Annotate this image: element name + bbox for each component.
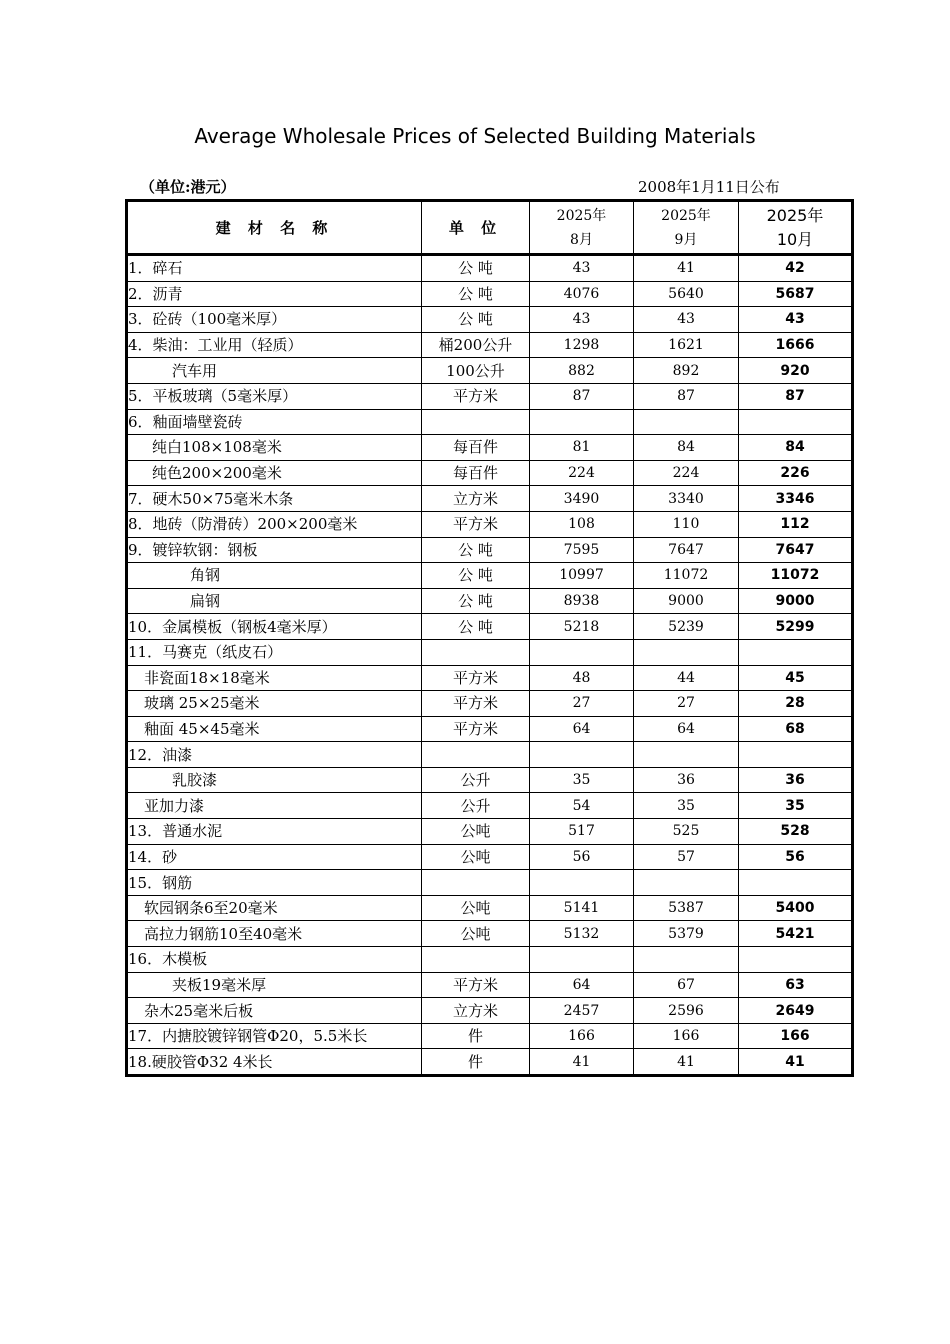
material-name-cell: 纯白108×108毫米 [127,435,422,461]
material-name-cell: 4．柴油：工业用（轻质） [127,332,422,358]
material-name-cell: 7．硬木50×75毫米木条 [127,486,422,512]
oct-price-cell: 112 [739,511,853,537]
oct-price-cell: 41 [739,1049,853,1076]
oct-price-cell: 45 [739,665,853,691]
aug-price-cell [530,870,634,896]
material-name-cell: 11．马赛克（纸皮石） [127,639,422,665]
header-sep [634,201,739,255]
oct-price-cell: 5421 [739,921,853,947]
aug-price-cell: 56 [530,844,634,870]
unit-cell: 公吨 [422,844,530,870]
table-row [127,870,853,896]
sep-price-cell: 892 [634,358,739,384]
sep-price-cell: 87 [634,383,739,409]
aug-price-cell: 7595 [530,537,634,563]
unit-cell: 公 吨 [422,307,530,333]
oct-price-cell: 920 [739,358,853,384]
table-row [127,1049,853,1076]
aug-price-cell: 882 [530,358,634,384]
table-body [127,255,853,1076]
sep-price-cell: 35 [634,793,739,819]
header-oct [739,201,853,255]
unit-cell: 公 吨 [422,281,530,307]
aug-price-cell [530,409,634,435]
material-name-cell: 12．油漆 [127,742,422,768]
aug-price-cell: 5141 [530,895,634,921]
material-name-cell: 夹板19毫米厚 [127,972,422,998]
sep-price-cell: 1621 [634,332,739,358]
unit-cell: 平方米 [422,665,530,691]
oct-price-cell: 87 [739,383,853,409]
unit-cell: 平方米 [422,511,530,537]
oct-price-cell [739,947,853,973]
unit-cell: 每百件 [422,435,530,461]
oct-price-cell: 28 [739,691,853,717]
header-aug-year: 2025年 [556,207,607,224]
table-row [127,998,853,1024]
material-name-cell: 釉面 45×45毫米 [127,716,422,742]
aug-price-cell: 2457 [530,998,634,1024]
header-name: 建 材 名 称 [127,201,422,255]
oct-price-cell: 11072 [739,563,853,589]
unit-cell: 公 吨 [422,537,530,563]
oct-price-cell: 9000 [739,588,853,614]
oct-price-cell: 63 [739,972,853,998]
table-row [127,767,853,793]
oct-price-cell [739,742,853,768]
table-row [127,1023,853,1049]
header-oct-month: 10月 [776,229,814,249]
material-name-cell: 16．木模板 [127,947,422,973]
table-row [127,358,853,384]
aug-price-cell: 5132 [530,921,634,947]
table-row [127,409,853,435]
sep-price-cell: 166 [634,1023,739,1049]
sep-price-cell: 36 [634,767,739,793]
sep-price-cell: 224 [634,460,739,486]
oct-price-cell [739,409,853,435]
table-row [127,383,853,409]
table-row [127,435,853,461]
aug-price-cell: 81 [530,435,634,461]
table-row [127,255,853,282]
material-name-cell: 纯色200×200毫米 [127,460,422,486]
aug-price-cell: 3490 [530,486,634,512]
material-name-cell: 亚加力漆 [127,793,422,819]
sep-price-cell: 67 [634,972,739,998]
table-row [127,588,853,614]
aug-price-cell: 41 [530,1049,634,1076]
material-name-cell: 3．砼砖（100毫米厚） [127,307,422,333]
publish-date: 2008年1月11日公布 [638,178,780,196]
table-row [127,819,853,845]
sep-price-cell [634,409,739,435]
aug-price-cell: 64 [530,716,634,742]
material-name-cell: 6．釉面墙壁瓷砖 [127,409,422,435]
oct-price-cell: 43 [739,307,853,333]
table-row [127,460,853,486]
unit-cell: 公 吨 [422,614,530,640]
aug-price-cell: 8938 [530,588,634,614]
oct-price-cell: 5687 [739,281,853,307]
unit-cell: 公 吨 [422,563,530,589]
table-row [127,511,853,537]
material-name-cell: 乳胶漆 [127,767,422,793]
oct-price-cell [739,870,853,896]
unit-cell [422,639,530,665]
material-name-cell: 2．沥青 [127,281,422,307]
material-name-cell: 杂木25毫米后板 [127,998,422,1024]
aug-price-cell: 10997 [530,563,634,589]
aug-price-cell: 108 [530,511,634,537]
material-name-cell: 汽车用 [127,358,422,384]
table-row [127,895,853,921]
unit-cell: 公吨 [422,921,530,947]
sep-price-cell: 525 [634,819,739,845]
unit-cell: 公 吨 [422,255,530,282]
table-row [127,486,853,512]
material-name-cell: 扁钢 [127,588,422,614]
oct-price-cell: 36 [739,767,853,793]
unit-cell: 100公升 [422,358,530,384]
aug-price-cell: 48 [530,665,634,691]
oct-price-cell: 528 [739,819,853,845]
aug-price-cell: 43 [530,255,634,282]
table-row [127,281,853,307]
oct-price-cell: 56 [739,844,853,870]
material-name-cell: 13．普通水泥 [127,819,422,845]
material-name-cell: 角钢 [127,563,422,589]
material-name-cell: 非瓷面18×18毫米 [127,665,422,691]
sep-price-cell: 27 [634,691,739,717]
sep-price-cell: 57 [634,844,739,870]
material-name-cell: 10．金属模板（钢板4毫米厚） [127,614,422,640]
unit-cell: 件 [422,1023,530,1049]
oct-price-cell [739,639,853,665]
unit-cell: 每百件 [422,460,530,486]
table-row [127,691,853,717]
material-name-cell: 17．内搪胶镀锌钢管Φ20，5.5米长 [127,1023,422,1049]
table-row [127,563,853,589]
unit-cell: 立方米 [422,998,530,1024]
header-aug [530,201,634,255]
unit-cell: 平方米 [422,691,530,717]
aug-price-cell: 43 [530,307,634,333]
sep-price-cell: 84 [634,435,739,461]
oct-price-cell: 2649 [739,998,853,1024]
table-row [127,844,853,870]
aug-price-cell: 64 [530,972,634,998]
unit-cell [422,947,530,973]
table-row [127,742,853,768]
table-row [127,332,853,358]
sep-price-cell: 5379 [634,921,739,947]
material-name-cell: 18.硬胶管Φ32 4米长 [127,1049,422,1076]
material-name-cell: 9．镀锌软钢：钢板 [127,537,422,563]
header-sep-year: 2025年 [661,207,711,224]
sep-price-cell [634,639,739,665]
oct-price-cell: 35 [739,793,853,819]
sep-price-cell: 3340 [634,486,739,512]
table-header-row [127,201,853,255]
oct-price-cell: 5400 [739,895,853,921]
oct-price-cell: 84 [739,435,853,461]
table-row [127,537,853,563]
unit-cell: 桶200公升 [422,332,530,358]
unit-cell: 公吨 [422,895,530,921]
oct-price-cell: 7647 [739,537,853,563]
oct-price-cell: 166 [739,1023,853,1049]
aug-price-cell [530,742,634,768]
table-row [127,947,853,973]
material-name-cell: 8．地砖（防滑砖）200×200毫米 [127,511,422,537]
oct-price-cell: 226 [739,460,853,486]
oct-price-cell: 42 [739,255,853,282]
material-name-cell: 15．钢筋 [127,870,422,896]
sep-price-cell: 11072 [634,563,739,589]
price-table [125,199,854,1077]
page-title: Average Wholesale Prices of Selected Building Materials [194,124,756,148]
aug-price-cell: 27 [530,691,634,717]
unit-cell [422,742,530,768]
sep-price-cell: 41 [634,255,739,282]
unit-note: （单位:港元） [140,178,236,196]
material-name-cell: 14．砂 [127,844,422,870]
sep-price-cell: 2596 [634,998,739,1024]
unit-cell: 公吨 [422,819,530,845]
sep-price-cell: 64 [634,716,739,742]
table-row [127,639,853,665]
table-row [127,793,853,819]
aug-price-cell [530,947,634,973]
material-name-cell: 5．平板玻璃（5毫米厚） [127,383,422,409]
unit-cell: 立方米 [422,486,530,512]
aug-price-cell: 5218 [530,614,634,640]
table-row [127,307,853,333]
aug-price-cell: 54 [530,793,634,819]
oct-price-cell: 5299 [739,614,853,640]
oct-price-cell: 1666 [739,332,853,358]
oct-price-cell: 68 [739,716,853,742]
table-row [127,716,853,742]
material-name-cell: 玻璃 25×25毫米 [127,691,422,717]
unit-cell: 件 [422,1049,530,1076]
sep-price-cell [634,870,739,896]
aug-price-cell: 87 [530,383,634,409]
unit-cell [422,409,530,435]
header-aug-month: 8月 [570,231,593,248]
sep-price-cell [634,947,739,973]
sep-price-cell: 43 [634,307,739,333]
header-unit: 单 位 [422,201,530,255]
table-row [127,921,853,947]
unit-cell: 平方米 [422,383,530,409]
oct-price-cell: 3346 [739,486,853,512]
unit-cell: 公升 [422,793,530,819]
header-sep-month: 9月 [674,231,698,248]
sep-price-cell: 110 [634,511,739,537]
aug-price-cell: 4076 [530,281,634,307]
sep-price-cell: 41 [634,1049,739,1076]
material-name-cell: 软园钢条6至20毫米 [127,895,422,921]
sep-price-cell: 9000 [634,588,739,614]
unit-cell [422,870,530,896]
unit-cell: 公 吨 [422,588,530,614]
sep-price-cell [634,742,739,768]
unit-cell: 平方米 [422,716,530,742]
aug-price-cell: 224 [530,460,634,486]
aug-price-cell: 517 [530,819,634,845]
unit-cell: 平方米 [422,972,530,998]
material-name-cell: 1．碎石 [127,255,422,282]
material-name-cell: 高拉力钢筋10至40毫米 [127,921,422,947]
header-oct-year: 2025年 [766,205,824,225]
table-row [127,614,853,640]
sep-price-cell: 44 [634,665,739,691]
aug-price-cell: 1298 [530,332,634,358]
sep-price-cell: 5239 [634,614,739,640]
sep-price-cell: 5640 [634,281,739,307]
sep-price-cell: 7647 [634,537,739,563]
unit-cell: 公升 [422,767,530,793]
aug-price-cell [530,639,634,665]
sep-price-cell: 5387 [634,895,739,921]
table-row [127,665,853,691]
aug-price-cell: 166 [530,1023,634,1049]
table-row [127,972,853,998]
aug-price-cell: 35 [530,767,634,793]
